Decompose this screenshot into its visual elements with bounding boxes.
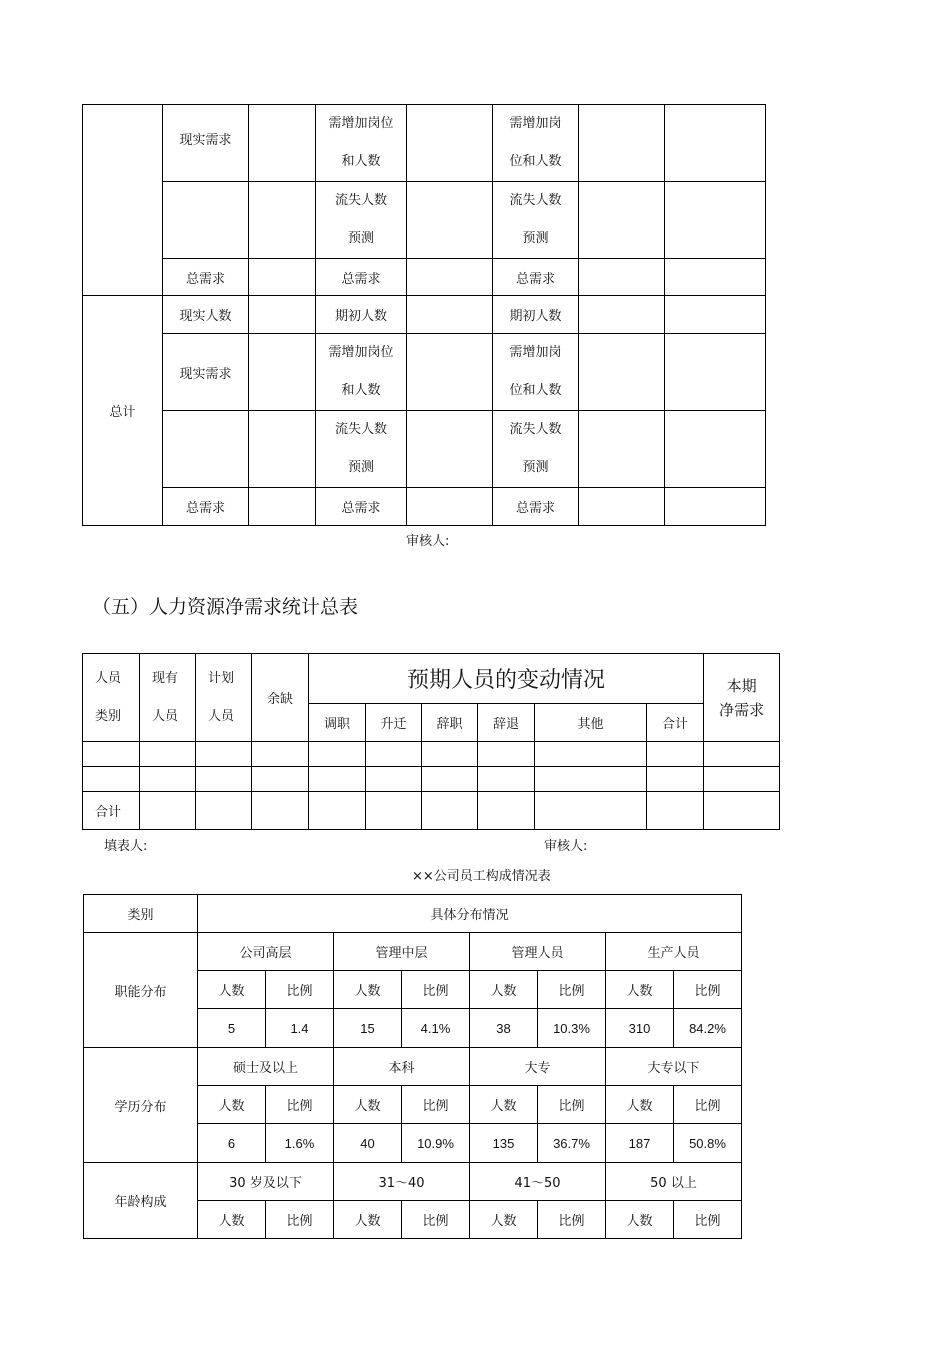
group-label: 30 岁及以下 [198,1163,334,1201]
group-label: 公司高层 [198,933,334,971]
category-header: 类别 [84,895,198,933]
total-demand-label: 总需求 [163,488,249,526]
function-label: 职能分布 [84,933,198,1048]
current-staff-label: 现实人数 [163,296,249,334]
added-positions-label: 需增加岗位 和人数 [316,105,407,182]
dismiss-header: 辞退 [478,704,535,742]
value-cell: 187 [606,1124,674,1163]
current-demand-label: 现实需求 [163,105,249,182]
attrition-label: 流失人数 预测 [316,411,407,488]
count-header: 人数 [198,1086,266,1124]
value-cell: 40 [334,1124,402,1163]
resign-header: 辞职 [422,704,478,742]
ratio-header: 比例 [402,1086,470,1124]
table-title: ××公司员工构成情况表 [412,869,551,884]
staff-composition-table [83,894,742,1239]
added-positions-label: 需增加岗 位和人数 [493,105,579,182]
total-demand-label: 总需求 [493,259,579,296]
empty-cell [83,105,163,296]
value-cell: 1.4 [266,1009,334,1048]
count-header: 人数 [606,1086,674,1124]
total-demand-label: 总需求 [316,488,407,526]
count-header: 人数 [334,1201,402,1239]
value-cell: 15 [334,1009,402,1048]
group-label: 31～40 [334,1163,470,1201]
value-cell: 10.9% [402,1124,470,1163]
value-cell: 4.1% [402,1009,470,1048]
filler-label: 填表人: [104,839,148,854]
count-header: 人数 [470,971,538,1009]
group-label: 管理中层 [334,933,470,971]
group-label: 硕士及以上 [198,1048,334,1086]
ratio-header: 比例 [402,971,470,1009]
count-header: 人数 [606,971,674,1009]
attrition-label: 流失人数 预测 [316,182,407,259]
total-demand-label: 总需求 [316,259,407,296]
current-demand-label: 现实需求 [163,334,249,411]
other-header: 其他 [535,704,647,742]
ratio-header: 比例 [674,1086,742,1124]
count-header: 人数 [198,1201,266,1239]
count-header: 人数 [470,1201,538,1239]
attrition-label: 流失人数 预测 [493,411,579,488]
ratio-header: 比例 [538,971,606,1009]
group-label: 50 以上 [606,1163,742,1201]
value-cell: 5 [198,1009,266,1048]
education-label: 学历分布 [84,1048,198,1163]
surplus-header: 余缺 [252,654,309,742]
group-label: 管理人员 [470,933,606,971]
count-header: 人数 [470,1086,538,1124]
ratio-header: 比例 [538,1201,606,1239]
ratio-header: 比例 [266,971,334,1009]
category-header: 人员 类别 [83,654,140,742]
total-row-label: 合计 [83,792,140,830]
group-label: 生产人员 [606,933,742,971]
added-positions-label: 需增加岗位 和人数 [316,334,407,411]
distribution-header: 具体分布情况 [198,895,742,933]
value-cell: 135 [470,1124,538,1163]
total-demand-label: 总需求 [163,259,249,296]
promotion-header: 升迁 [366,704,422,742]
group-label: 大专 [470,1048,606,1086]
opening-staff-label: 期初人数 [316,296,407,334]
net-demand-table [82,653,780,830]
count-header: 人数 [334,1086,402,1124]
net-demand-header: 本期 净需求 [704,654,780,742]
value-cell: 50.8% [674,1124,742,1163]
ratio-header: 比例 [266,1201,334,1239]
value-cell: 310 [606,1009,674,1048]
value-cell: 10.3% [538,1009,606,1048]
planned-header: 计划 人员 [196,654,252,742]
total-demand-label: 总需求 [493,488,579,526]
reviewer-label: 审核人: [544,839,588,854]
opening-staff-label: 期初人数 [493,296,579,334]
ratio-header: 比例 [538,1086,606,1124]
reviewer-label: 审核人: [406,534,450,549]
count-header: 人数 [606,1201,674,1239]
expected-changes-header: 预期人员的变动情况 [309,654,704,704]
demand-forecast-table [82,104,766,526]
ratio-header: 比例 [674,971,742,1009]
value-cell: 36.7% [538,1124,606,1163]
value-cell: 38 [470,1009,538,1048]
group-label: 本科 [334,1048,470,1086]
value-cell: 1.6% [266,1124,334,1163]
group-label: 大专以下 [606,1048,742,1086]
count-header: 人数 [334,971,402,1009]
value-cell: 6 [198,1124,266,1163]
section-title: （五）人力资源净需求统计总表 [92,596,359,618]
value-cell: 84.2% [674,1009,742,1048]
transfer-header: 调职 [309,704,366,742]
ratio-header: 比例 [674,1201,742,1239]
ratio-header: 比例 [402,1201,470,1239]
ratio-header: 比例 [266,1086,334,1124]
attrition-label: 流失人数 预测 [493,182,579,259]
existing-header: 现有 人员 [140,654,196,742]
count-header: 人数 [198,971,266,1009]
total-label: 总计 [83,296,163,526]
group-label: 41～50 [470,1163,606,1201]
age-label: 年龄构成 [84,1163,198,1239]
added-positions-label: 需增加岗 位和人数 [493,334,579,411]
subtotal-header: 合计 [647,704,704,742]
